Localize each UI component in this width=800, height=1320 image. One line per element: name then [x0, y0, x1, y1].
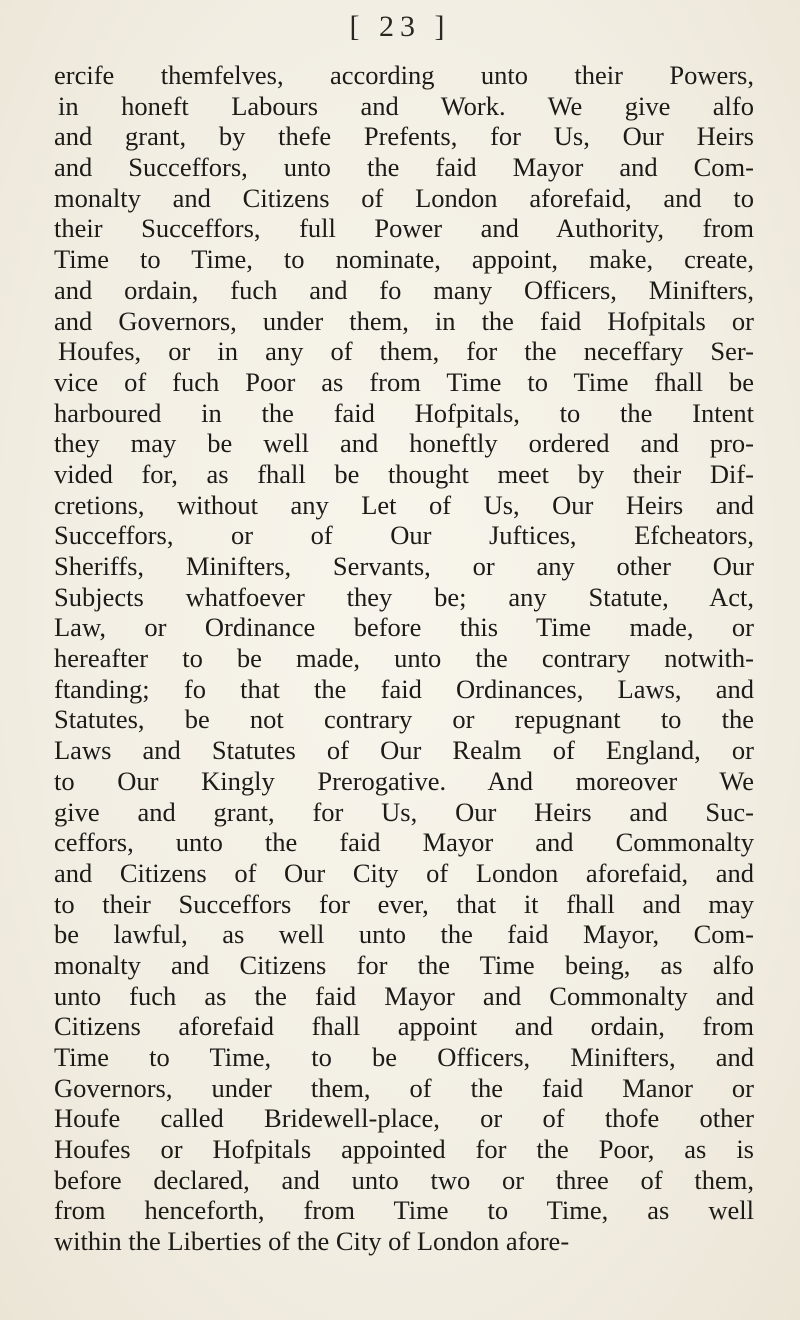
- text-line-12: harboured in the faid Hofpitals, to the Intent: [54, 397, 754, 428]
- body-text: [54, 60, 754, 1257]
- text-line-10: Houfes, or in any of them, for the neceffary Ser-: [58, 336, 754, 367]
- text-line-21: ftanding; fo that the faid Ordinances, Laws, and: [54, 673, 754, 704]
- text-line-3: and grant, by thefe Prefents, for Us, Our Heirs: [54, 121, 754, 152]
- text-line-35: Houfe called Bridewell-place, or of thofe other: [54, 1103, 754, 1134]
- text-line-39: within the Liberties of the City of London afore-: [54, 1226, 570, 1257]
- page-number: [ 23 ]: [349, 10, 451, 43]
- text-line-26: ceffors, unto the faid Mayor and Commonalty: [54, 827, 754, 858]
- text-line-30: monalty and Citizens for the Time being, as alfo: [54, 949, 754, 980]
- text-line-22: Statutes, be not contrary or repugnant to the: [54, 704, 754, 735]
- text-line-6: their Succeffors, full Power and Authority, from: [54, 213, 754, 244]
- text-line-23: Laws and Statutes of Our Realm of England, or: [54, 735, 754, 766]
- text-line-5: monalty and Citizens of London aforefaid, and to: [54, 182, 754, 213]
- text-line-16: Succeffors, or of Our Juftices, Efcheators,: [54, 520, 754, 551]
- text-line-24: to Our Kingly Prerogative. And moreover We: [54, 765, 754, 796]
- text-line-1: ercife themfelves, according unto their Powers,: [54, 60, 754, 90]
- text-line-31: unto fuch as the faid Mayor and Commonalty and: [54, 980, 754, 1011]
- text-line-34: Governors, under them, of the faid Manor or: [54, 1072, 754, 1103]
- text-line-36: Houfes or Hofpitals appointed for the Poor, as is: [54, 1134, 754, 1165]
- text-line-25: give and grant, for Us, Our Heirs and Suc-: [54, 796, 754, 827]
- text-line-7: Time to Time, to nominate, appoint, make, create,: [54, 244, 754, 275]
- text-line-11: vice of fuch Poor as from Time to Time fhall be: [54, 366, 754, 397]
- text-line-27: and Citizens of Our City of London aforefaid, and: [54, 857, 754, 888]
- text-line-38: from henceforth, from Time to Time, as well: [54, 1195, 754, 1226]
- text-line-20: hereafter to be made, unto the contrary notwith-: [54, 643, 754, 674]
- text-line-2: in honeft Labours and Work. We give alfo: [58, 90, 754, 121]
- text-line-9: and Governors, under them, in the faid Hofpitals or: [54, 305, 754, 336]
- text-line-13: they may be well and honeftly ordered and pro-: [54, 428, 754, 459]
- text-line-37: before declared, and unto two or three of them,: [54, 1164, 754, 1195]
- text-line-32: Citizens aforefaid fhall appoint and ordain, from: [54, 1011, 754, 1042]
- text-line-4: and Succeffors, unto the faid Mayor and Com-: [54, 152, 754, 183]
- text-line-17: Sheriffs, Minifters, Servants, or any other Our: [54, 551, 754, 581]
- text-line-18: Subjects whatfoever they be; any Statute, Act,: [54, 581, 754, 612]
- text-line-14: vided for, as fhall be thought meet by their Dif-: [54, 458, 754, 489]
- text-line-8: and ordain, fuch and fo many Officers, Minifters,: [54, 274, 754, 305]
- text-line-15: cretions, without any Let of Us, Our Heirs and: [54, 489, 754, 520]
- text-line-19: Law, or Ordinance before this Time made, or: [54, 612, 754, 643]
- text-line-28: to their Succeffors for ever, that it fhall and may: [54, 888, 754, 919]
- text-line-29: be lawful, as well unto the faid Mayor, Com-: [54, 919, 754, 950]
- text-line-33: Time to Time, to be Officers, Minifters, and: [54, 1042, 754, 1072]
